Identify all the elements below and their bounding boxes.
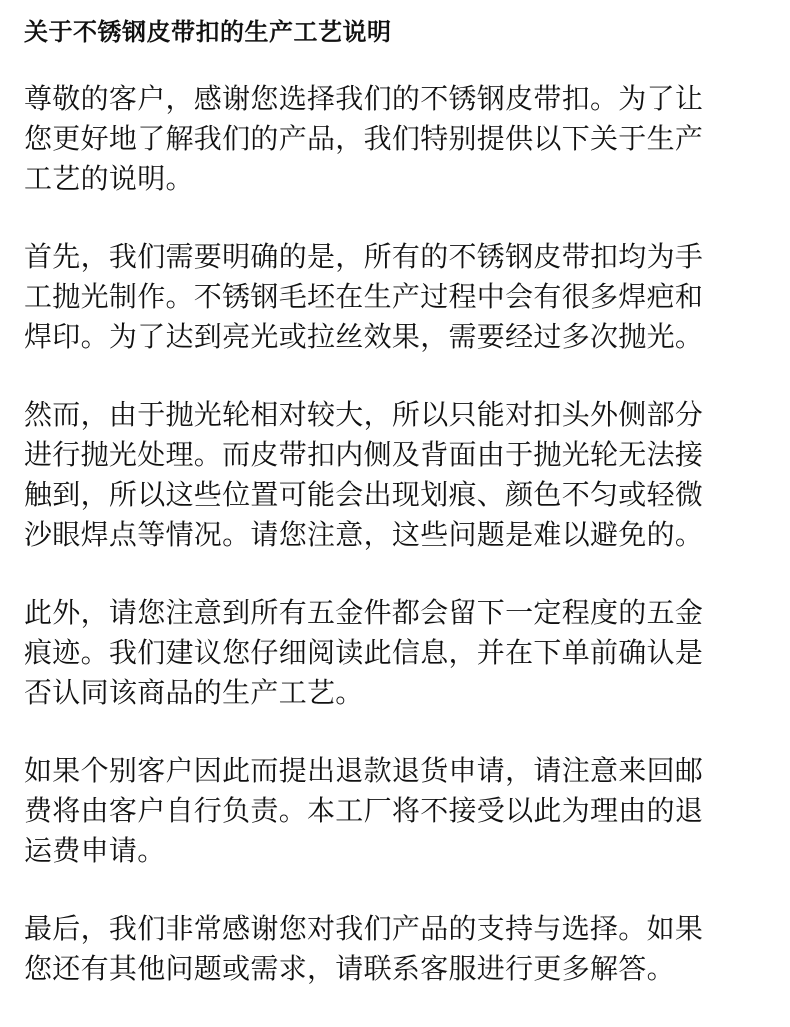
document-title: 关于不锈钢皮带扣的生产工艺说明 [24, 18, 392, 46]
paragraph-line: 沙眼焊点等情况。请您注意，这些问题是难以避免的。 [24, 518, 704, 551]
paragraph-line: 您更好地了解我们的产品，我们特别提供以下关于生产 [24, 122, 704, 155]
paragraph-line: 进行抛光处理。而皮带扣内侧及背面由于抛光轮无法接 [24, 438, 704, 471]
paragraph-line: 运费申请。 [24, 834, 166, 867]
paragraph-line: 您还有其他问题或需求，请联系客服进行更多解答。 [24, 952, 675, 985]
paragraph-line: 痕迹。我们建议您仔细阅读此信息，并在下单前确认是 [24, 636, 704, 669]
paragraph-line: 工艺的说明。 [24, 162, 194, 195]
paragraph-line: 触到，所以这些位置可能会出现划痕、颜色不匀或轻微 [24, 478, 704, 511]
paragraph-closing [24, 909, 764, 989]
paragraph-return-policy [24, 751, 764, 871]
paragraph-line: 此外，请您注意到所有五金件都会留下一定程度的五金 [24, 596, 704, 629]
paragraph-handmade-polishing [24, 237, 764, 357]
paragraph-line: 工抛光制作。不锈钢毛坯在生产过程中会有很多焊疤和 [24, 280, 704, 313]
paragraph-line: 尊敬的客户，感谢您选择我们的不锈钢皮带扣。为了让 [24, 82, 704, 115]
paragraph-line: 然而，由于抛光轮相对较大，所以只能对扣头外侧部分 [24, 398, 704, 431]
paragraph-line: 焊印。为了达到亮光或拉丝效果，需要经过多次抛光。 [24, 320, 704, 353]
document-page [24, 14, 764, 1027]
paragraph-greeting [24, 79, 764, 199]
paragraph-hardware-marks [24, 593, 764, 713]
paragraph-line: 最后，我们非常感谢您对我们产品的支持与选择。如果 [24, 912, 704, 945]
paragraph-line: 否认同该商品的生产工艺。 [24, 676, 364, 709]
paragraph-line: 费将由客户自行负责。本工厂将不接受以此为理由的退 [24, 794, 704, 827]
paragraph-polishing-limitations [24, 395, 764, 555]
paragraph-line: 如果个别客户因此而提出退款退货申请，请注意来回邮 [24, 754, 704, 787]
paragraph-line: 首先，我们需要明确的是，所有的不锈钢皮带扣均为手 [24, 240, 704, 273]
